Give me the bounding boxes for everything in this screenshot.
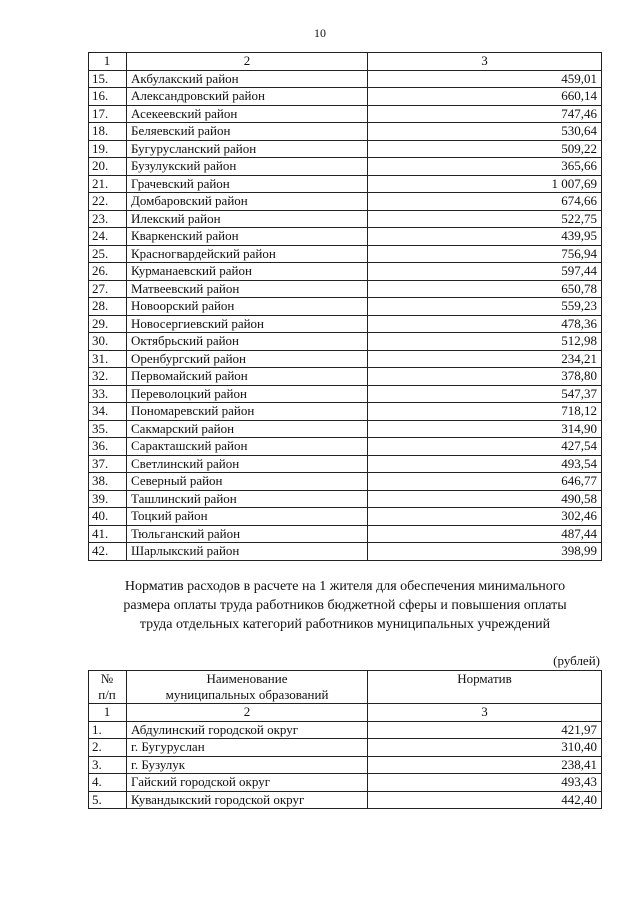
row-number: 22. <box>89 193 127 211</box>
table-row <box>89 756 602 774</box>
row-number: 1. <box>89 721 127 739</box>
table-row <box>89 774 602 792</box>
row-value: 234,21 <box>368 350 602 368</box>
table-row <box>89 123 602 141</box>
table-row <box>89 263 602 281</box>
header-name <box>127 671 368 704</box>
table-row <box>89 473 602 491</box>
row-number: 17. <box>89 105 127 123</box>
row-value: 530,64 <box>368 123 602 141</box>
row-value: 493,43 <box>368 774 602 792</box>
row-name: Кваркенский район <box>127 228 368 246</box>
row-value: 512,98 <box>368 333 602 351</box>
row-name: Александровский район <box>127 88 368 106</box>
header-name-line-2: муниципальных образований <box>165 687 329 702</box>
row-name: Бугурусланский район <box>127 140 368 158</box>
header-number-line-2: п/п <box>98 687 116 702</box>
row-number: 34. <box>89 403 127 421</box>
row-number: 24. <box>89 228 127 246</box>
row-number: 37. <box>89 455 127 473</box>
header-col-1: 1 <box>89 53 127 71</box>
normative-description <box>88 577 602 634</box>
table-row <box>89 403 602 421</box>
row-name: Матвеевский район <box>127 280 368 298</box>
table-row <box>89 490 602 508</box>
description-line-2: размера оплаты труда работников бюджетной сферы и повышения оплаты <box>123 598 567 613</box>
description-line-1: Норматив расходов в расчете на 1 жителя для обеспечения минимального <box>124 579 566 594</box>
row-number: 25. <box>89 245 127 263</box>
table-header-row <box>89 671 602 704</box>
row-name: Шарлыкский район <box>127 543 368 561</box>
table-row <box>89 333 602 351</box>
row-value: 439,95 <box>368 228 602 246</box>
row-value: 522,75 <box>368 210 602 228</box>
row-value: 310,40 <box>368 739 602 757</box>
row-number: 35. <box>89 420 127 438</box>
row-name: Грачевский район <box>127 175 368 193</box>
table-row <box>89 315 602 333</box>
row-value: 478,36 <box>368 315 602 333</box>
row-value: 302,46 <box>368 508 602 526</box>
row-value: 427,54 <box>368 438 602 456</box>
table-row <box>89 280 602 298</box>
row-name: Новоорский район <box>127 298 368 316</box>
row-value: 547,37 <box>368 385 602 403</box>
table-row <box>89 721 602 739</box>
row-value: 314,90 <box>368 420 602 438</box>
row-name: Асекеевский район <box>127 105 368 123</box>
row-number: 41. <box>89 525 127 543</box>
index-col-1: 1 <box>89 704 127 722</box>
row-value: 747,46 <box>368 105 602 123</box>
row-number: 16. <box>89 88 127 106</box>
row-value: 660,14 <box>368 88 602 106</box>
row-name: Домбаровский район <box>127 193 368 211</box>
header-value: Норматив <box>368 671 602 704</box>
row-number: 3. <box>89 756 127 774</box>
row-number: 28. <box>89 298 127 316</box>
row-value: 509,22 <box>368 140 602 158</box>
row-value: 459,01 <box>368 70 602 88</box>
header-col-2: 2 <box>127 53 368 71</box>
row-number: 4. <box>89 774 127 792</box>
row-number: 23. <box>89 210 127 228</box>
table-row <box>89 791 602 809</box>
row-number: 40. <box>89 508 127 526</box>
row-value: 442,40 <box>368 791 602 809</box>
row-name: Тоцкий район <box>127 508 368 526</box>
table-row <box>89 70 602 88</box>
row-value: 490,58 <box>368 490 602 508</box>
row-value: 365,66 <box>368 158 602 176</box>
row-value: 378,80 <box>368 368 602 386</box>
row-value: 493,54 <box>368 455 602 473</box>
table-row <box>89 175 602 193</box>
table-row <box>89 368 602 386</box>
row-value: 559,23 <box>368 298 602 316</box>
row-number: 42. <box>89 543 127 561</box>
row-number: 18. <box>89 123 127 141</box>
table-row <box>89 543 602 561</box>
table-row <box>89 245 602 263</box>
table-row <box>89 455 602 473</box>
table-row <box>89 298 602 316</box>
table-row <box>89 525 602 543</box>
row-number: 27. <box>89 280 127 298</box>
row-value: 421,97 <box>368 721 602 739</box>
page-number: 10 <box>314 26 326 40</box>
table-row <box>89 193 602 211</box>
index-col-2: 2 <box>127 704 368 722</box>
row-value: 238,41 <box>368 756 602 774</box>
table-row <box>89 228 602 246</box>
row-value: 646,77 <box>368 473 602 491</box>
row-number: 20. <box>89 158 127 176</box>
row-name: Илекский район <box>127 210 368 228</box>
row-number: 26. <box>89 263 127 281</box>
row-number: 39. <box>89 490 127 508</box>
row-value: 756,94 <box>368 245 602 263</box>
row-name: Пономаревский район <box>127 403 368 421</box>
row-name: Беляевский район <box>127 123 368 141</box>
row-number: 29. <box>89 315 127 333</box>
row-name: Северный район <box>127 473 368 491</box>
row-name: Оренбургский район <box>127 350 368 368</box>
row-name: Красногвардейский район <box>127 245 368 263</box>
table-row <box>89 420 602 438</box>
row-number: 38. <box>89 473 127 491</box>
table-header-row <box>89 53 602 71</box>
row-name: Светлинский район <box>127 455 368 473</box>
table-row <box>89 88 602 106</box>
row-name: Курманаевский район <box>127 263 368 281</box>
row-name: Саракташский район <box>127 438 368 456</box>
municipalities-table <box>88 670 602 809</box>
row-number: 21. <box>89 175 127 193</box>
table-row <box>89 385 602 403</box>
table-row <box>89 739 602 757</box>
table-row <box>89 105 602 123</box>
table-row <box>89 158 602 176</box>
table-index-row <box>89 704 602 722</box>
row-name: Ташлинский район <box>127 490 368 508</box>
description-line-3: труда отдельных категорий работников муниципальных учреждений <box>139 617 551 632</box>
row-name: Октябрьский район <box>127 333 368 351</box>
row-name: Переволоцкий район <box>127 385 368 403</box>
table-row <box>89 210 602 228</box>
header-col-3: 3 <box>368 53 602 71</box>
row-number: 32. <box>89 368 127 386</box>
row-number: 5. <box>89 791 127 809</box>
districts-table <box>88 52 602 561</box>
row-name: Первомайский район <box>127 368 368 386</box>
header-number <box>89 671 127 704</box>
table-row <box>89 508 602 526</box>
index-col-3: 3 <box>368 704 602 722</box>
row-value: 487,44 <box>368 525 602 543</box>
row-name: Гайский городской округ <box>127 774 368 792</box>
row-number: 19. <box>89 140 127 158</box>
row-name: Сакмарский район <box>127 420 368 438</box>
row-name: Тюльганский район <box>127 525 368 543</box>
row-value: 1 007,69 <box>368 175 602 193</box>
row-name: Абдулинский городской округ <box>127 721 368 739</box>
row-value: 718,12 <box>368 403 602 421</box>
row-name: Кувандыкский городской округ <box>127 791 368 809</box>
row-name: Новосергиевский район <box>127 315 368 333</box>
row-number: 15. <box>89 70 127 88</box>
row-value: 650,78 <box>368 280 602 298</box>
table-row <box>89 350 602 368</box>
row-number: 33. <box>89 385 127 403</box>
row-number: 30. <box>89 333 127 351</box>
row-name: Бузулукский район <box>127 158 368 176</box>
row-number: 36. <box>89 438 127 456</box>
table-row <box>89 438 602 456</box>
row-number: 2. <box>89 739 127 757</box>
row-name: г. Бугуруслан <box>127 739 368 757</box>
row-name: г. Бузулук <box>127 756 368 774</box>
units-label: (рублей) <box>553 653 600 668</box>
row-name: Акбулакский район <box>127 70 368 88</box>
header-name-line-1: Наименование <box>206 671 288 686</box>
row-number: 31. <box>89 350 127 368</box>
row-value: 597,44 <box>368 263 602 281</box>
row-value: 674,66 <box>368 193 602 211</box>
table-row <box>89 140 602 158</box>
row-value: 398,99 <box>368 543 602 561</box>
header-number-line-1: № <box>100 671 114 686</box>
